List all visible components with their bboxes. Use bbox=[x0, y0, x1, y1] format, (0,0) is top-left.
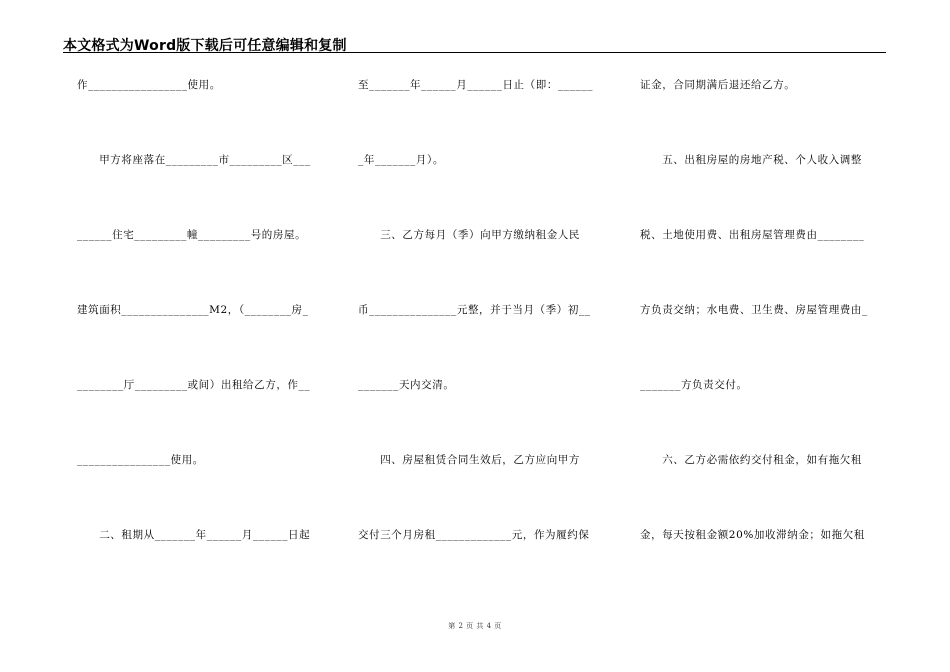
page-header-title: 本文格式为Word版下载后可任意编辑和复制 bbox=[63, 38, 347, 54]
text-line: 币_______________元整，并于当月（季）初__ bbox=[358, 304, 591, 316]
text-column-3 bbox=[640, 0, 890, 600]
text-line: 三、乙方每月（季）向甲方缴纳租金人民 bbox=[358, 229, 580, 241]
text-line: 方负责交纳；水电费、卫生费、房屋管理费由_ bbox=[640, 304, 868, 316]
text-column-2 bbox=[358, 0, 608, 600]
text-line: _______方负责交付。 bbox=[640, 379, 748, 391]
text-line: 五、出租房屋的房地产税、个人收入调整 bbox=[640, 154, 862, 166]
text-line: 二、租期从_______年______月______日起 bbox=[77, 529, 311, 541]
text-line: 至_______年______月______日止（即：______ bbox=[358, 79, 594, 91]
text-line: 四、房屋租赁合同生效后，乙方应向甲方 bbox=[358, 454, 580, 466]
page-number-footer: 第 2 页 共 4 页 bbox=[448, 622, 502, 630]
text-line: 建筑面积_______________M2，（________房_ bbox=[77, 304, 309, 316]
text-line: 作_________________使用。 bbox=[77, 79, 221, 91]
text-line: _______天内交清。 bbox=[358, 379, 455, 391]
text-line: ________厅_________或间）出租给乙方，作__ bbox=[77, 379, 311, 391]
text-line: 金，每天按租金额20%加收滞纳金；如拖欠租 bbox=[640, 529, 865, 541]
text-line: 证金，合同期满后退还给乙方。 bbox=[640, 79, 796, 91]
text-line: 六、乙方必需依约交付租金，如有拖欠租 bbox=[640, 454, 862, 466]
text-line: 甲方将座落在_________市_________区___ bbox=[77, 154, 311, 166]
text-line: 税、土地使用费、出租房屋管理费由________ bbox=[640, 229, 865, 241]
text-line: 交付三个月房租_____________元，作为履约保 bbox=[358, 529, 590, 541]
text-line: _年_______月）。 bbox=[358, 154, 444, 166]
text-line: ________________使用。 bbox=[77, 454, 204, 466]
text-column-1 bbox=[77, 0, 327, 600]
text-line: ______住宅_________幢_________号的房屋。 bbox=[77, 229, 307, 241]
